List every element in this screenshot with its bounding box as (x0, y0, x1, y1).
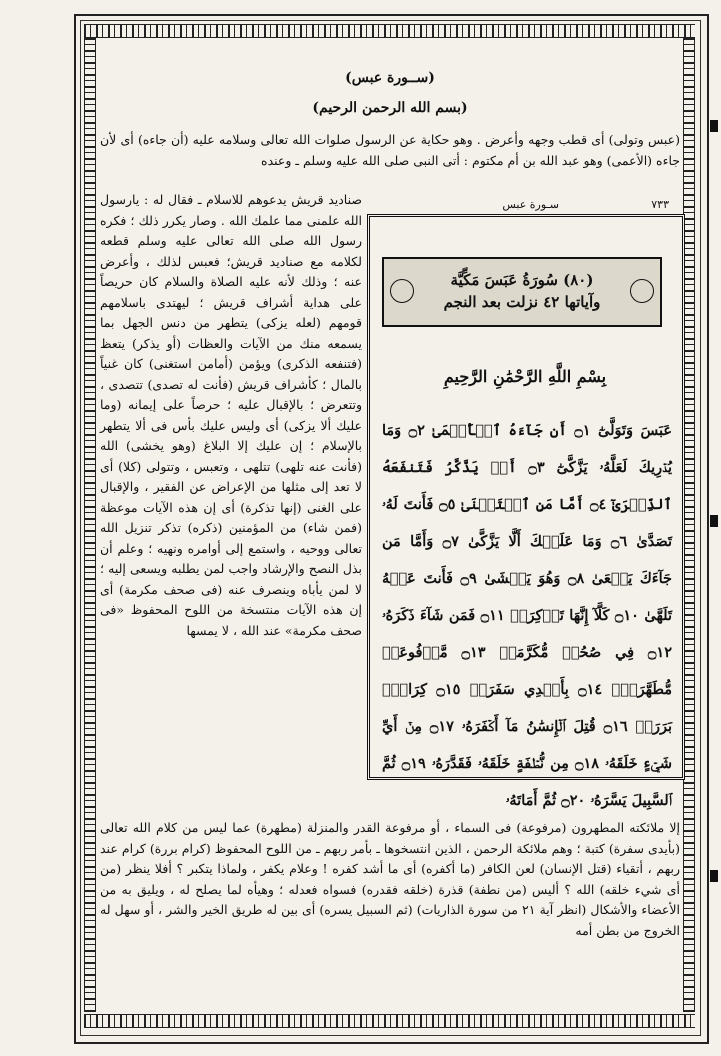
ornament-rosette-icon (390, 279, 414, 303)
surah-heading-line-2: وآياتها ٤٢ نزلت بعد النجم (443, 293, 601, 311)
ornament-border-top (84, 24, 695, 38)
surah-title: (ســورة عبس) (345, 70, 435, 86)
commentary-bottom-paragraph: إلا ملائكته المطهرون (مرفوعة) فى السماء ، أو مرفوعة القدر والمنزلة (مطهرة) عما ليس من كلام الله تعالى (بأيدى سفرة) كتبة ؛ وهم ملائكة الرحمن ، الذين انتسخوها ـ بأمر ربهم ـ من اللوح المحفوظ (كرام بررة) كرام عند ربهم ، أتقياء (قتل الإنسان) لعن الكافر (ما أكفره) أى ما أشد كفره ! وعلام يكفر ، ولماذا يتكبر ؟ أفلا ينظر (من أى شيء خلقه) الله ؟ أليس (من نطفة) قذرة (خلقه فقدره) فسواه فعدله ؛ وهيأه لما يصلح له ، ويليق به من الأعضاء والأشكال (انظر آية ٢١ من سورة الذاريات) (ثم السبيل يسره) أى بين له طريق الخير والشر ، أو سهل له الخروج من بطن أمه (100, 820, 680, 938)
mushaf-panel (367, 214, 685, 809)
commentary-column: صناديد قريش يدعوهم للاسلام ـ فقال له : يارسول الله علمنى مما علمك الله . وصار يكرر ذلك ؛ فكره رسول الله صلى الله تعالى عليه وسلم قطعه لكلامه مع صناديد قريش؛ فعبس لذلك ، وأعرض عنه ؛ وذلك لأنه عليه الصلاة والسلام كان حريصاً على هداية أشراف قريش ؛ ليهتدى باسلامهم قومهم (لعله يزكى) يتطهر من دنس الجهل بما يسمعه منك من الآيات والعظات (أو يذكر) يتعظ (فتنفعه الذكرى) ويؤمن (أمامن استغنى) كان غنياً بالمال ؛ كأشراف قريش (فأنت له تصدى) تتصدى ، وتتعرض ؛ بالإقبال عليه ؛ حرصاً على إيمانه (وما عليك ألا يزكى) أى وليس عليك بأس فى ألا يتطهر بالإسلام ؛ إن عليك إلا البلاغ (وهو يخشى) الله (فأنت عنه تلهى) تتلهى ، وتعبس ، وتتولى (كلا) أى لا تعد إلى مثلها من الإعراض عن الفقير ، والإقبال على الغنى (إنها تذكرة) أى إن هذه الآيات موعظة (فمن شاء) من المؤمنين (ذكره) تذكر تنزيل الله تعالى ووحيه ، واستمع إلى أوامره ونهيه ؛ وعلم أن بذل النصح والإرشاد واجب لمن يطلبه ويسعى إليه ؛ لا لمن يأباه وينصرف عنه (فى صحف مكرمة) أى إن هذه الآيات منتسخة من اللوح المحفوظ «فى صحف مكرمة» عند الله ، لا يمسها (100, 192, 362, 638)
margin-mark (710, 870, 718, 882)
surah-heading-line-1: (٨٠) سُورَةُ عَبَسَ مَكِّيَّة (450, 271, 594, 289)
margin-mark (710, 120, 718, 132)
quran-verses: عَبَسَ وَتَوَلَّىٰٓ ۝١ أَن جَآءَهُ ٱلۡأَعۡمَىٰ ۝٢ وَمَا يُدۡرِيكَ لَعَلَّهُۥ يَزَّكَّىٰٓ ۝٣ أَوۡ يَذَّكَّرُ فَتَنفَعَهُ ٱلذِّكۡرَىٰٓ ۝٤ أَمَّا مَنِ ٱسۡتَغۡنَىٰ ۝٥ فَأَنتَ لَهُۥ تَصَدَّىٰ ۝٦ وَمَا عَلَيۡكَ أَلَّا يَزَّكَّىٰ ۝٧ وَأَمَّا مَن جَآءَكَ يَسۡعَىٰ ۝٨ وَهُوَ يَخۡشَىٰ ۝٩ فَأَنتَ عَنۡهُ تَلَهَّىٰ ۝١٠ كَلَّآ إِنَّهَا تَذۡكِرَةٞ ۝١١ فَمَن شَآءَ ذَكَرَهُۥ ۝١٢ فِي صُحُفٖ مُّكَرَّمَةٖ ۝١٣ مَّرۡفُوعَةٖ مُّطَهَّرَةِۭ ۝١٤ بِأَيۡدِي سَفَرَةٖ ۝١٥ كِرَامِۭ بَرَرَةٖ ۝١٦ قُتِلَ ٱلۡإِنسَٰنُ مَآ أَكۡفَرَهُۥ ۝١٧ مِنۡ أَيِّ شَيۡءٍ خَلَقَهُۥ ۝١٨ مِن نُّطۡفَةٍ خَلَقَهُۥ فَقَدَّرَهُۥ ۝١٩ ثُمَّ ٱلسَّبِيلَ يَسَّرَهُۥ ۝٢٠ ثُمَّ أَمَاتَهُۥ (382, 422, 673, 809)
surah-heading-box (382, 257, 662, 327)
commentary-top-paragraph: (عبس وتولى) أى قطب وجهه وأعرض . وهو حكاية عن الرسول صلوات الله تعالى وسلامه عليه (أن جاءه) أى لأن جاءه (الأعمى) وهو عبد الله بن أم مكتوم : أتى النبى صلى الله عليه وسلم ـ وعنده (100, 132, 680, 168)
mushaf-header-surah: سـورة عبس (502, 198, 559, 211)
ornament-border-bottom (84, 1014, 695, 1028)
margin-mark (710, 515, 718, 527)
ornament-border-left (84, 38, 96, 1012)
mushaf-page-number: ٧٣٣ (651, 198, 669, 211)
mushaf-basmala: بِسْمِ اللَّهِ الرَّحْمَٰنِ الرَّحِيمِ (443, 367, 607, 386)
basmala-commentary: (بسم الله الرحمن الرحيم) (312, 100, 468, 116)
ornament-rosette-icon (630, 279, 654, 303)
mushaf-page-header (367, 198, 679, 212)
